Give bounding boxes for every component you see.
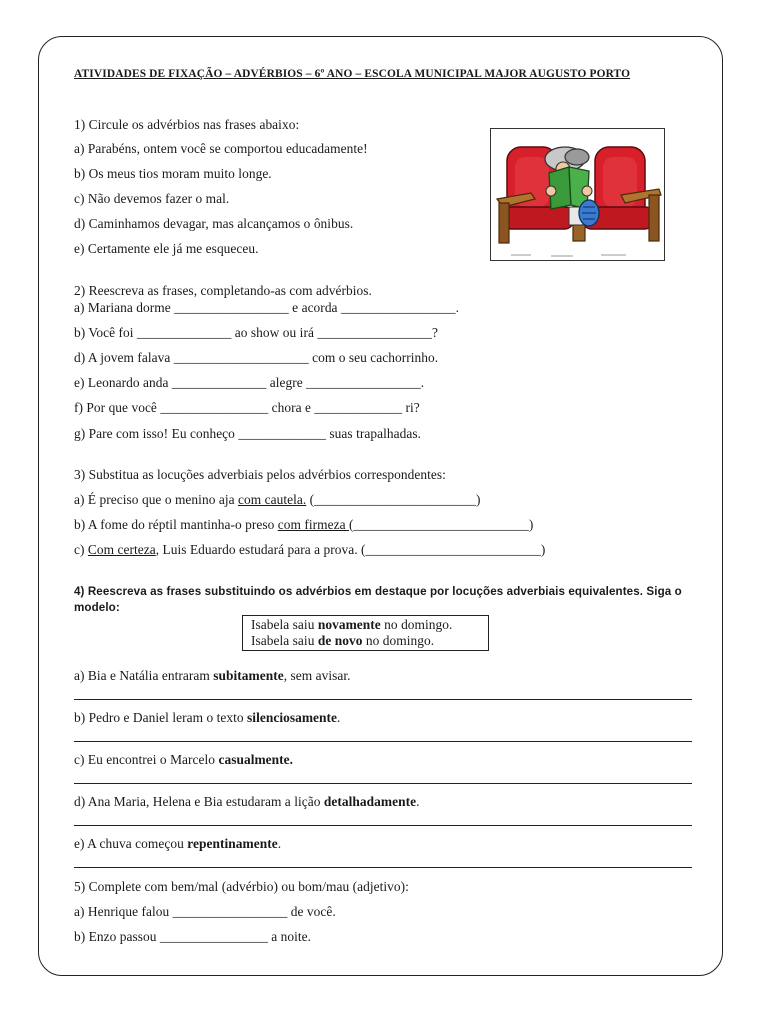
q4-answer-line-e[interactable] <box>74 867 692 868</box>
q1-item-c: c) Não devemos fazer o mal. <box>74 191 230 206</box>
q3-item-b: b) A fome do réptil mantinha-o preso com firmeza (__________________________) <box>74 517 534 532</box>
q4-answer-line-b[interactable] <box>74 741 692 742</box>
q4-item-d: d) Ana Maria, Helena e Bia estudaram a lição detalhadamente. <box>74 794 420 809</box>
q4-model-line2: Isabela saiu de novo no domingo. <box>251 633 435 648</box>
q1-item-b: b) Os meus tios moram muito longe. <box>74 166 272 181</box>
q4-item-a: a) Bia e Natália entraram subitamente, sem avisar. <box>74 668 351 683</box>
q5-item-a: a) Henrique falou _________________ de você. <box>74 904 336 919</box>
q4-answer-line-c[interactable] <box>74 783 692 784</box>
q1-item-d: d) Caminhamos devagar, mas alcançamos o ônibus. <box>74 216 354 231</box>
q1-heading: 1) Circule os advérbios nas frases abaixo: <box>74 117 300 132</box>
q2-item-e: e) Leonardo anda ______________ alegre _________________. <box>74 375 425 390</box>
q3-a-locution: com cautela. <box>238 492 307 507</box>
q2-heading: 2) Reescreva as frases, completando-as com advérbios. <box>74 283 372 298</box>
q4-item-c: c) Eu encontrei o Marcelo casualmente. <box>74 752 294 767</box>
q1-item-e: e) Certamente ele já me esqueceu. <box>74 241 259 256</box>
q4-answer-line-d[interactable] <box>74 825 692 826</box>
q3-heading: 3) Substitua as locuções adverbiais pelos advérbios correspondentes: <box>74 467 446 482</box>
q5-item-b: b) Enzo passou ________________ a noite. <box>74 929 312 944</box>
q4-item-e: e) A chuva começou repentinamente. <box>74 836 282 851</box>
q2-item-g: g) Pare com isso! Eu conheço _____________ suas trapalhadas. <box>74 426 421 441</box>
q3-b-locution: com firmeza <box>277 517 350 532</box>
q2-item-a: a) Mariana dorme _________________ e acorda _________________. <box>74 300 460 315</box>
q2-item-d: d) A jovem falava ____________________ com o seu cachorrinho. <box>74 350 439 365</box>
q5-heading: 5) Complete com bem/mal (advérbio) ou bom/mau (adjetivo): <box>74 879 409 894</box>
q2-item-f: f) Por que você ________________ chora e _____________ ri? <box>74 400 420 415</box>
q1-item-a: a) Parabéns, ontem você se comportou educadamente! <box>74 141 368 156</box>
q4-answer-line-a[interactable] <box>74 699 692 700</box>
q4-heading-line2: modelo: <box>74 601 120 614</box>
q4-model-box <box>242 615 489 651</box>
q4-item-b: b) Pedro e Daniel leram o texto silenciosamente. <box>74 710 341 725</box>
q2-item-b: b) Você foi ______________ ao show ou irá _________________? <box>74 325 439 340</box>
q3-item-a: a) É preciso que o menino aja com cautela. (________________________) <box>74 492 481 507</box>
cinema-reader-illustration <box>490 128 665 261</box>
q3-c-locution: Com certeza <box>87 542 156 557</box>
q3-item-c: c) Com certeza, Luis Eduardo estudará para a prova. (__________________________) <box>74 542 546 557</box>
q4-heading-line1: 4) Reescreva as frases substituindo os advérbios em destaque por locuções adverbiais equivalentes. Siga o <box>74 585 682 598</box>
cinema-seat-icon <box>491 129 665 261</box>
q4-model-line1: Isabela saiu novamente no domingo. <box>251 617 453 632</box>
page-title: ATIVIDADES DE FIXAÇÃO – ADVÉRBIOS – 6º ANO – ESCOLA MUNICIPAL MAJOR AUGUSTO PORTO <box>74 68 631 80</box>
